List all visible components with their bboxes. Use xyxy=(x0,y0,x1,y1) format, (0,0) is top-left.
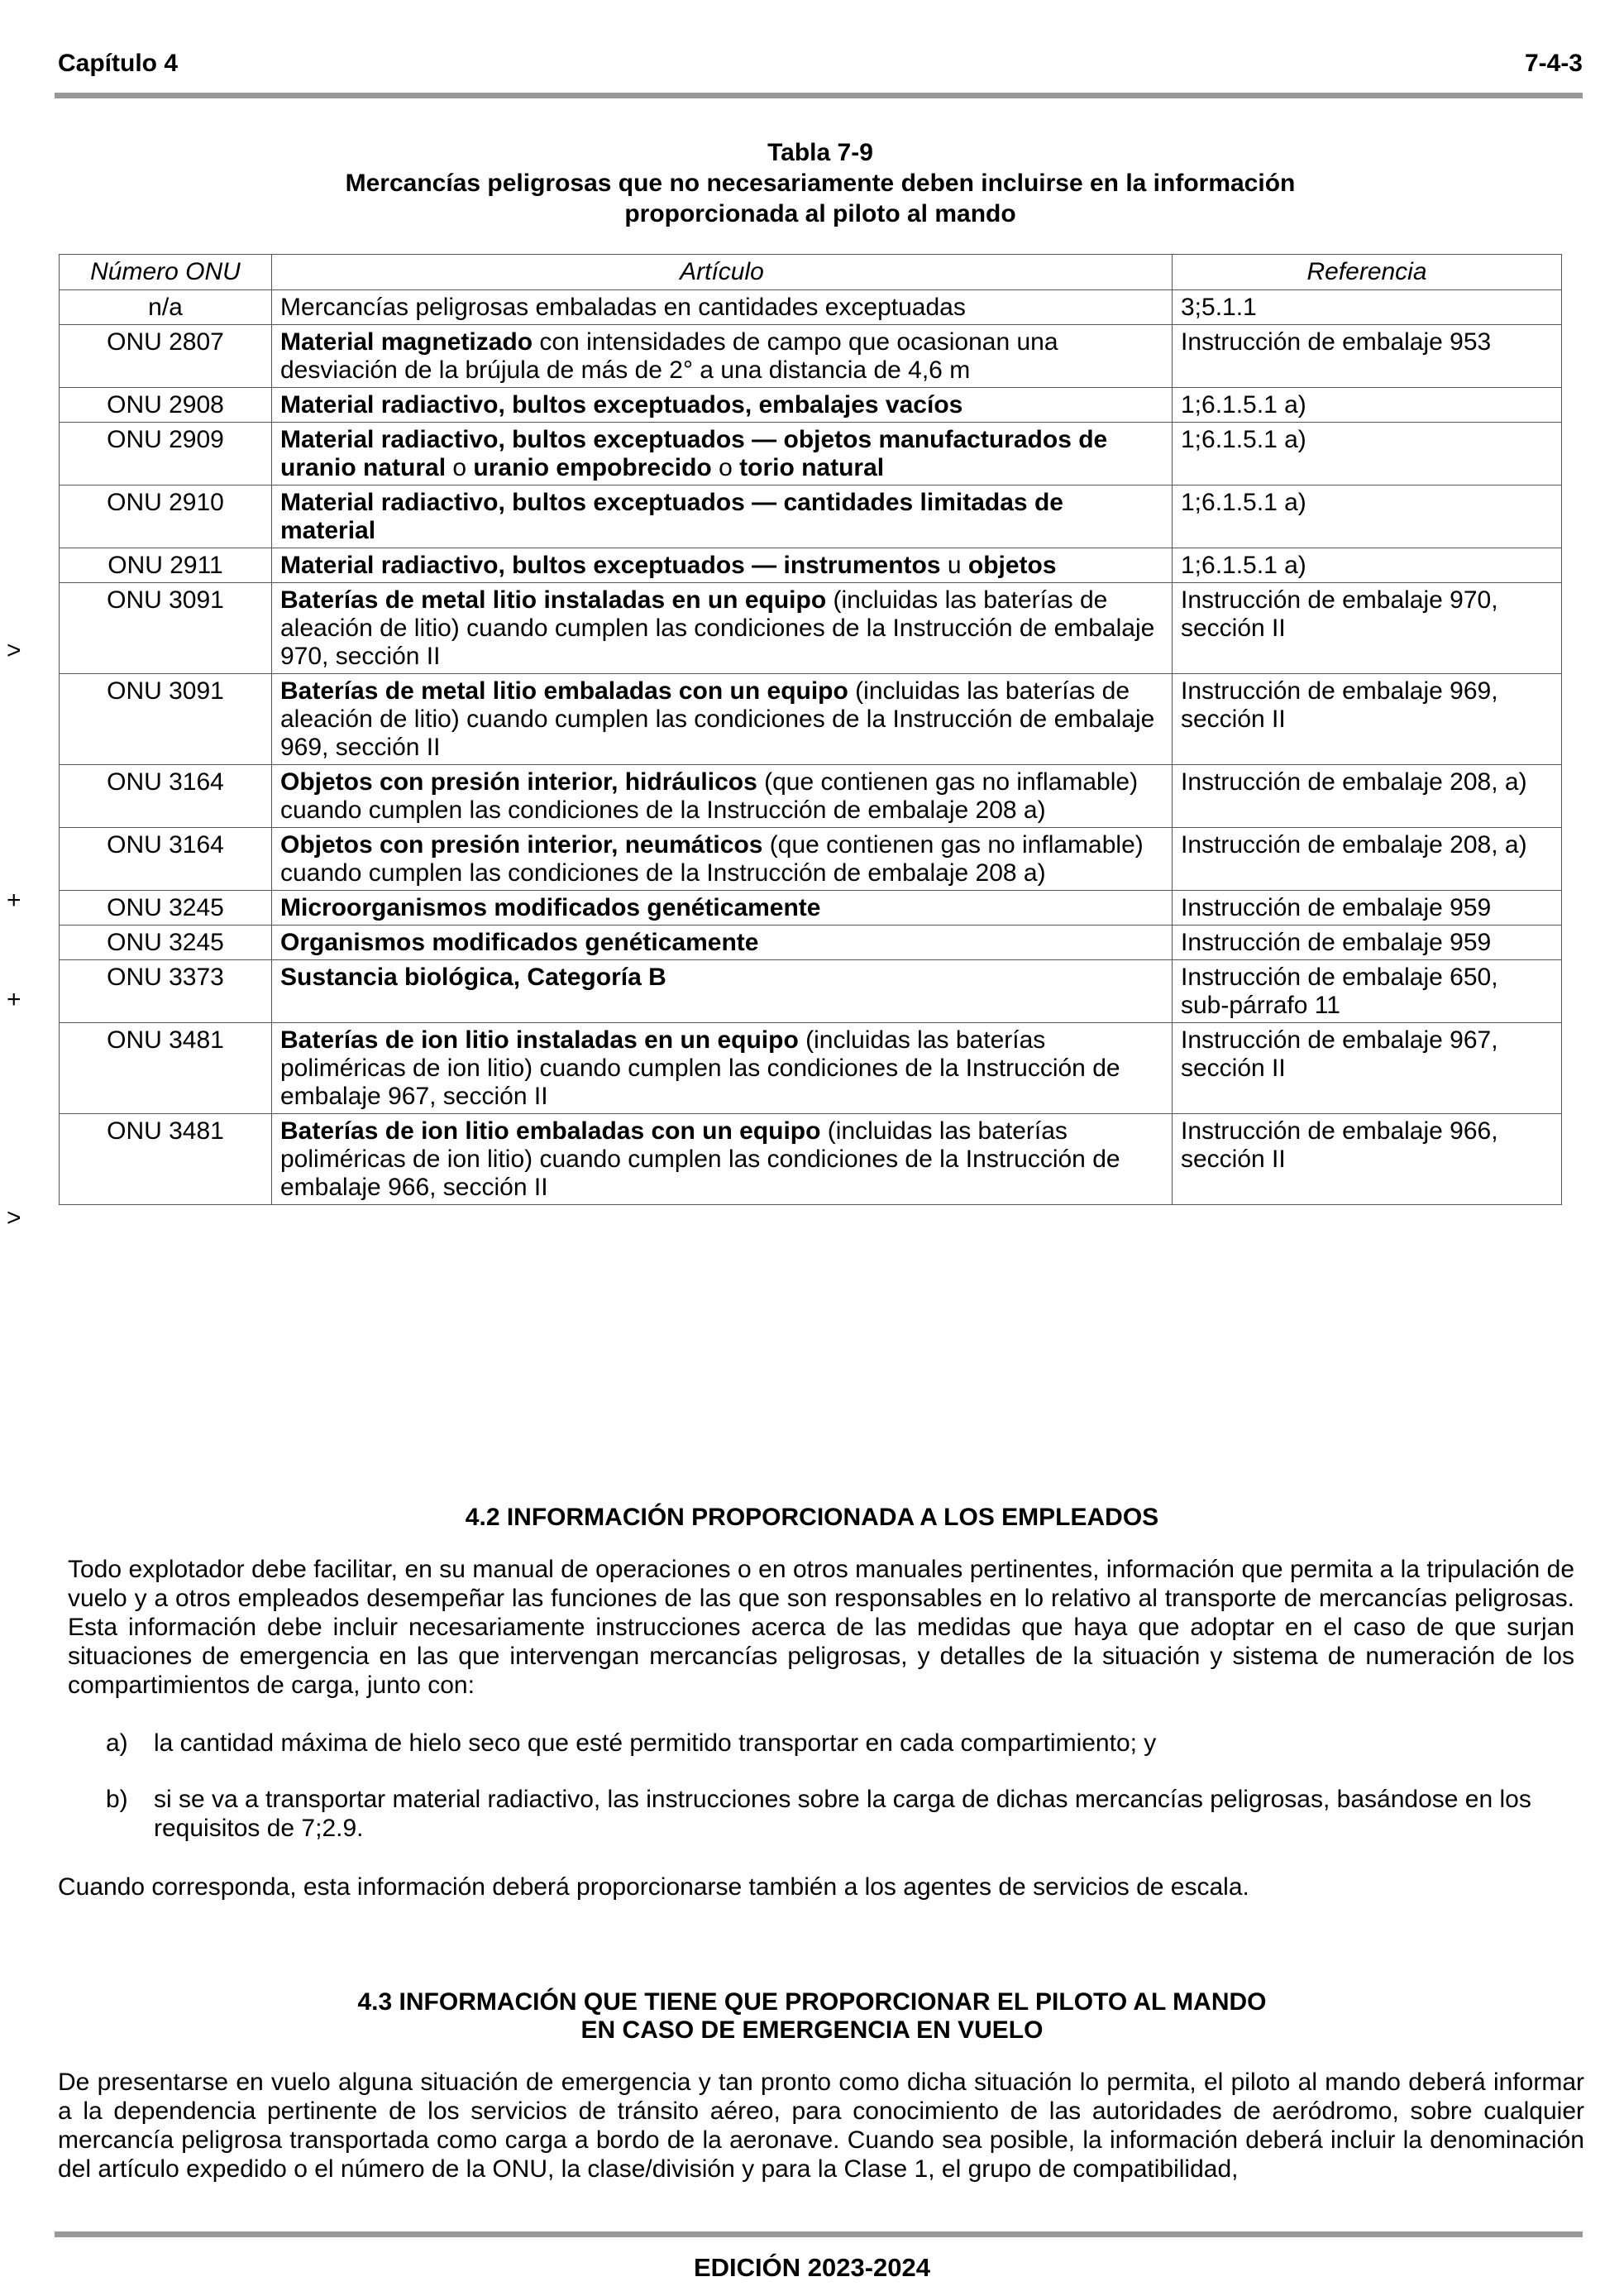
un-number-cell: ONU 3373 xyxy=(60,960,272,1023)
article-bold-text: Baterías de metal litio instaladas en un equipo xyxy=(280,586,827,614)
reference-cell: 3;5.1.1 xyxy=(1173,290,1562,325)
table-row xyxy=(60,891,1562,926)
dangerous-goods-table xyxy=(59,254,1562,1205)
article-text: (que contienen gas no inflamable) cuando cumplen las condiciones de la Instrucción de embalaje 208 a) xyxy=(280,831,1144,887)
reference-cell: Instrucción de embalaje 966, sección II xyxy=(1173,1114,1562,1205)
list-text: la cantidad máxima de hielo seco que esté permitido transportar en cada compartimiento; y xyxy=(154,1729,1157,1757)
col-header-reference: Referencia xyxy=(1173,255,1562,290)
section-4-3-body: De presentarse en vuelo alguna situación de emergencia y tan pronto como dicha situación lo permita, el piloto al mando deberá informar a la dependencia pertinente de los servicios de tránsito aéreo, para conocimiento de las autoridades de aeródromo, sobre cualquier mercancía peligrosa transportada como carga a bordo de la aeronave. Cuando sea posible, la información deberá incluir la denominación del artículo expedido o el número de la ONU, la clase/división y para la Clase 1, el grupo de compatibilidad, xyxy=(58,2069,1584,2183)
article-cell xyxy=(272,583,1173,674)
edition-footer: EDICIÓN 2023-2024 xyxy=(693,2253,931,2282)
article-cell xyxy=(272,674,1173,765)
section-4-3-title-line2: EN CASO DE EMERGENCIA EN VUELO xyxy=(580,2016,1044,2044)
un-number-cell: ONU 2910 xyxy=(60,486,272,548)
table-title-line1: Mercancías peligrosas que no necesariamente deben incluirse en la información xyxy=(345,170,1296,197)
un-number-cell: n/a xyxy=(60,290,272,325)
table-row xyxy=(60,1023,1562,1114)
chapter-label: Capítulo 4 xyxy=(58,50,179,77)
margin-mark: > xyxy=(7,637,21,664)
article-cell xyxy=(272,325,1173,388)
margin-mark: + xyxy=(7,887,21,914)
article-text: u xyxy=(940,552,968,579)
un-number-cell: ONU 2807 xyxy=(60,325,272,388)
article-bold-text: Material radiactivo, bultos exceptuados — instrumentos xyxy=(280,552,941,579)
article-cell xyxy=(272,486,1173,548)
un-number-cell: ONU 2908 xyxy=(60,388,272,423)
article-bold-text: Material radiactivo, bultos exceptuados — cantidades limitadas de material xyxy=(280,489,1063,544)
reference-cell: Instrucción de embalaje 967, sección II xyxy=(1173,1023,1562,1114)
article-cell xyxy=(272,765,1173,828)
reference-cell: 1;6.1.5.1 a) xyxy=(1173,388,1562,423)
table-row xyxy=(60,1114,1562,1205)
table-row xyxy=(60,583,1562,674)
article-cell xyxy=(272,891,1173,926)
article-cell xyxy=(272,290,1173,325)
article-text: (incluidas las baterías poliméricas de ion litio) cuando cumplen las condiciones de la Instrucción de embalaje 966, sección II xyxy=(280,1117,1120,1201)
reference-cell: 1;6.1.5.1 a) xyxy=(1173,423,1562,486)
article-text: con intensidades de campo que ocasionan una desviación de la brújula de más de 2° a una distancia de 4,6 m xyxy=(280,328,1058,384)
table-row xyxy=(60,423,1562,486)
reference-cell: 1;6.1.5.1 a) xyxy=(1173,548,1562,583)
article-bold-text: Organismos modificados genéticamente xyxy=(280,929,759,956)
article-text: Mercancías peligrosas embaladas en cantidades exceptuadas xyxy=(280,294,966,321)
article-bold-text: Baterías de metal litio embaladas con un equipo xyxy=(280,677,848,705)
article-text: (incluidas las baterías poliméricas de ion litio) cuando cumplen las condiciones de la Instrucción de embalaje 967, sección II xyxy=(280,1026,1120,1110)
page-number: 7-4-3 xyxy=(1524,50,1583,77)
section-4-2-closing: Cuando corresponda, esta información deberá proporcionarse también a los agentes de servicios de escala. xyxy=(58,1873,1249,1901)
reference-cell: Instrucción de embalaje 969, sección II xyxy=(1173,674,1562,765)
article-bold-text: Objetos con presión interior, hidráulicos xyxy=(280,768,757,796)
article-bold-text: Material radiactivo, bultos exceptuados, embalajes vacíos xyxy=(280,391,963,419)
article-text: o xyxy=(711,454,740,481)
reference-cell: Instrucción de embalaje 208, a) xyxy=(1173,828,1562,891)
list-item-b xyxy=(106,1785,1574,1851)
reference-cell: Instrucción de embalaje 953 xyxy=(1173,325,1562,388)
table-row xyxy=(60,926,1562,960)
section-4-2-body: Todo explotador debe facilitar, en su manual de operaciones o en otros manuales pertinentes, información que permita a la tripulación de vuelo y a otros empleados desempeñar las funciones de las que son responsables en lo relativo al transporte de mercancías peligrosas. Esta información debe incluir necesariamente instrucciones acerca de las medidas que haya que adoptar en el caso de que surjan situaciones de emergencia en las que intervengan mercancías peligrosas, y detalles de la situación y sistema de numeración de los compartimientos de carga, junto con: xyxy=(68,1556,1574,1699)
article-text: o xyxy=(446,454,474,481)
list-text: si se va a transportar material radiactivo, las instrucciones sobre la carga de dichas mercancías peligrosas, basándose en los requisitos de 7;2.9. xyxy=(154,1786,1531,1842)
un-number-cell: ONU 2911 xyxy=(60,548,272,583)
article-cell xyxy=(272,548,1173,583)
page-header xyxy=(58,50,1583,91)
footer-rule xyxy=(55,2231,1583,2237)
article-bold-text: Sustancia biológica, Categoría B xyxy=(280,964,666,991)
un-number-cell: ONU 3091 xyxy=(60,583,272,674)
section-4-2-title: 4.2 INFORMACIÓN PROPORCIONADA A LOS EMPLEADOS xyxy=(465,1504,1159,1531)
table-row xyxy=(60,548,1562,583)
reference-cell: Instrucción de embalaje 959 xyxy=(1173,926,1562,960)
article-cell xyxy=(272,960,1173,1023)
list-label: b) xyxy=(106,1786,128,1813)
list-label: a) xyxy=(106,1729,128,1757)
reference-cell: Instrucción de embalaje 208, a) xyxy=(1173,765,1562,828)
col-header-article: Artículo xyxy=(272,255,1173,290)
table-row xyxy=(60,765,1562,828)
un-number-cell: ONU 3481 xyxy=(60,1023,272,1114)
article-text: (incluidas las baterías de aleación de litio) cuando cumplen las condiciones de la Instrucción de embalaje 970, sección II xyxy=(280,586,1155,670)
article-bold-text: Baterías de ion litio embaladas con un equipo xyxy=(280,1117,821,1145)
article-bold-text: objetos xyxy=(967,552,1057,579)
article-cell xyxy=(272,828,1173,891)
reference-cell: Instrucción de embalaje 959 xyxy=(1173,891,1562,926)
margin-mark: + xyxy=(7,986,21,1013)
article-cell xyxy=(272,926,1173,960)
article-cell xyxy=(272,423,1173,486)
table-row xyxy=(60,828,1562,891)
list-item-a xyxy=(106,1729,1574,1762)
article-bold-text: Microorganismos modificados genéticamente xyxy=(280,894,821,921)
margin-mark: > xyxy=(7,1204,21,1232)
table-header-row xyxy=(60,255,1562,290)
article-cell xyxy=(272,388,1173,423)
article-bold-text: Baterías de ion litio instaladas en un equipo xyxy=(280,1026,799,1054)
reference-cell: Instrucción de embalaje 970, sección II xyxy=(1173,583,1562,674)
table-row xyxy=(60,486,1562,548)
article-cell xyxy=(272,1023,1173,1114)
table-caption xyxy=(58,137,1583,229)
un-number-cell: ONU 3481 xyxy=(60,1114,272,1205)
table-row xyxy=(60,960,1562,1023)
reference-cell: 1;6.1.5.1 a) xyxy=(1173,486,1562,548)
un-number-cell: ONU 3164 xyxy=(60,765,272,828)
un-number-cell: ONU 2909 xyxy=(60,423,272,486)
header-rule xyxy=(55,93,1583,98)
article-bold-text: uranio empobrecido xyxy=(473,454,712,481)
table-row xyxy=(60,674,1562,765)
un-number-cell: ONU 3164 xyxy=(60,828,272,891)
table-title-line2: proporcionada al piloto al mando xyxy=(624,200,1016,227)
article-text: (que contienen gas no inflamable) cuando cumplen las condiciones de la Instrucción de embalaje 208 a) xyxy=(280,768,1139,824)
col-header-un-number: Número ONU xyxy=(60,255,272,290)
un-number-cell: ONU 3245 xyxy=(60,891,272,926)
article-cell xyxy=(272,1114,1173,1205)
section-4-3-title-line1: 4.3 INFORMACIÓN QUE TIENE QUE PROPORCIONAR EL PILOTO AL MANDO xyxy=(357,1988,1267,2016)
un-number-cell: ONU 3091 xyxy=(60,674,272,765)
article-bold-text: torio natural xyxy=(739,454,885,481)
table-row xyxy=(60,325,1562,388)
table-row xyxy=(60,290,1562,325)
table-row xyxy=(60,388,1562,423)
article-text: (incluidas las baterías de aleación de litio) cuando cumplen las condiciones de la Instrucción de embalaje 969, sección II xyxy=(280,677,1155,761)
table-number: Tabla 7-9 xyxy=(767,139,873,166)
un-number-cell: ONU 3245 xyxy=(60,926,272,960)
article-bold-text: Material magnetizado xyxy=(280,328,533,356)
article-bold-text: Objetos con presión interior, neumáticos xyxy=(280,831,763,859)
reference-cell: Instrucción de embalaje 650, sub-párrafo 11 xyxy=(1173,960,1562,1023)
article-bold-text: Material radiactivo, bultos exceptuados — objetos manufacturados de uranio natural xyxy=(280,426,1108,481)
